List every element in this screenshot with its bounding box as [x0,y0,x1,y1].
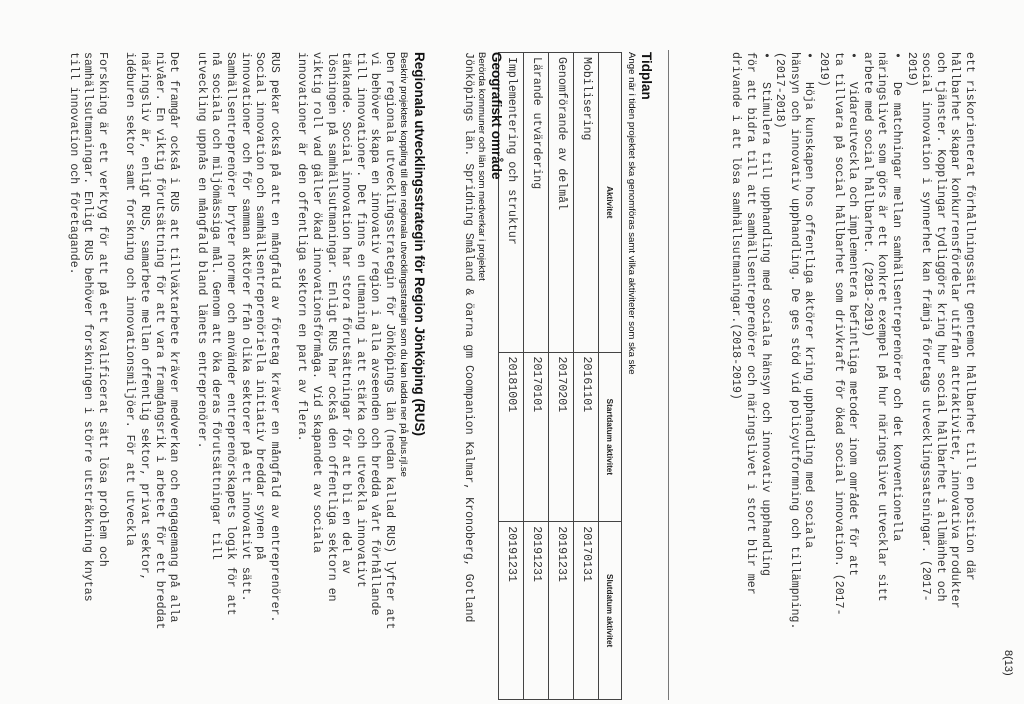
rus-heading: Regionala utvecklingsstrategin för Region Jönköping (RUS) [412,52,427,437]
paragraph-line: nivåer. En viktig förutsättning för att vara framgångsrik i arbetet för ett breddat [152,52,166,630]
goal-bullet [772,52,816,692]
paragraph-line: lösningen på samhällsutmaningar. Enligt RUS har också den offentliga sektorn en [324,52,338,602]
bullet-icon: • [846,52,860,59]
intro-line: och tjänster. Kopplingar tydliggörs kring hur social hållbarhet i allmänhet och [933,52,947,602]
paragraph-line: Det framgår också i RUS att tillväxtarbete kräver medverkan och engagemang på alla [167,52,181,623]
bullet-line: Höja kunskapen hos offentliga aktörer kring upphandling med sociala [802,82,816,549]
paragraph-line: Den regionala utvecklingsstrategin för Jönköpings län (nedan kallad RUS) lyfter att [383,52,396,630]
paragraph-line: nå sociala och miljömässiga mål. Genom att öka deras förutsättningar till [209,52,223,560]
activity-cell: Lärande utvärdering [524,53,549,353]
paragraph-line: innovationer är den offentliga sektorn en part av flera. [295,52,309,442]
rus-paragraph [122,52,180,692]
paragraph-line: Forskning är ett verktyg för att på ett kvalificerat sätt lösa problem och [95,52,109,567]
goal-bullet [859,52,903,692]
table-row [574,53,599,700]
paragraph-line: RUS pekar också på att en mångfald av företag kräver en mångfald av entreprenörer. [267,52,281,623]
end-date-cell: 20191231 [524,522,549,700]
goal-bullet [728,52,772,692]
goal-bullet-list [728,52,903,692]
tidplan-heading: Tidplan [639,52,654,100]
table-row [524,53,549,700]
intro-line: 2019) [904,52,918,87]
paragraph-line: till innovationer. Det finns en utmaning i att stärka och utveckla innovativt [353,52,367,588]
intro-line: ett riskorienterat förhållningssätt gentemot hållbarhet till en position där [963,52,976,581]
end-date-cell: 20191231 [549,522,574,700]
rus-subheading: Beskriv projektets koppling till den regionala utvecklingsstrategin som du kan ladda ner på plus.rjl.se [398,52,409,478]
bullet-line: näringslivet som görs är ett konkret exempel på hur näringslivet utvecklar sitt [875,52,889,602]
start-date-cell: 20161101 [574,352,599,522]
rus-paragraph [65,52,109,692]
bullet-line: Vidareutveckla och implementera befintliga metoder inom området för att [846,82,860,576]
intro-line: social innovation i synnerhet kan främja företags utvecklingssatsningar. (2017- [919,52,933,602]
paragraph-line: idéburen sektor samt forskning och innovationsmiljöer. För att utveckla [123,52,137,546]
bullet-line: arbete med social hållbarhet. (2018-2019) [860,52,874,338]
table-row [549,53,574,700]
paragraph-line: tänkande. Social innovation har stora förutsättningar för att bli en del av [339,52,353,574]
column-header-startdatum: Startdatum aktivitet [599,352,622,522]
geografiskt-text: Jönköpings län. Spridning Småland & öarna gm Coompanion Kalmar, Kronoberg, Gotland [462,52,475,623]
end-date-cell: 20191231 [499,522,524,700]
tidplan-table [498,52,622,700]
paragraph-line: näringsliv är, enligt RUS, samarbete mellan offentlig sektor, privat sektor, [138,52,152,581]
paragraph-line: Social innovation och samhällsentreprenöriella initiativ breddar synen på [253,52,267,560]
end-date-cell: 20170131 [574,522,599,700]
table-header-row [599,53,622,700]
paragraph-line: viktig roll vad gäller ökad innovationsförmåga. Vid skapandet av sociala [310,52,324,553]
activity-cell: Genomförande av delmål [549,53,574,353]
bullet-line: (2017-2018) [773,52,787,129]
bullet-icon: • [802,52,816,59]
geografiskt-subheading: Berörda kommuner och län som medverkar i projektet [476,52,487,281]
intro-line: hållbarhet skapar konkurrensfördelar utifrån attraktivitet, innovativa produkter [948,52,962,609]
page-number: 8(13) [1002,650,1014,676]
intro-section [728,52,976,692]
paragraph-line: till innovation och företagande. [66,52,80,275]
tidplan-subheading: Ange när i tiden projektet ska genomföras samt vilka aktiviteter som ska ske [626,52,637,375]
paragraph-line: Samhällsentreprenörer bryter normer och använder entreprenörskapets logik för att [224,52,238,616]
column-header-slutdatum: Slutdatum aktivitet [599,522,622,700]
column-header-aktivitet: Aktivitet [599,53,622,353]
bullet-icon: • [890,52,904,59]
rus-paragraph [193,52,281,692]
start-date-cell: 20170201 [549,352,574,522]
bullet-line: De matchningar mellan samhällsentreprenörer och det konventionella [890,82,904,542]
bullet-line: för att bidra till att samhällsentreprenörer och näringslivet i stort blir mer [744,52,758,595]
bullet-line: ta tillvara på social hållbarhet som drivkraft för ökad social innovation. (2017- [831,52,845,616]
bullet-line: hänsyn och innovativ upphandling. De ges stöd vid policyutformning och tillämpning. [787,52,801,630]
section-divider [668,50,669,700]
start-date-cell: 20181001 [499,352,524,522]
paragraph-line: innovationer och för samman aktörer från olika sektorer på ett innovativt sätt. [238,52,252,602]
bullet-line: 2019) [817,52,831,87]
activity-cell: Implementering och struktur [499,53,524,353]
start-date-cell: 20170101 [524,352,549,522]
bullet-icon: • [758,52,772,59]
rus-body [52,52,396,692]
bullet-line: Stimulera till upphandling med sociala hänsyn och innovativ upphandling [758,82,772,576]
paragraph-line: utveckling uppnås en mångfald bland länets entreprenörer. [194,52,208,449]
paragraph-line: samhällsutmaningar. Enligt RUS behöver forskningen i större utsträckning knytas [81,52,95,602]
geografiskt-heading: Geografiskt område [489,52,504,180]
rus-paragraph [294,52,396,692]
activity-cell: Mobilisering [574,53,599,353]
goal-bullet [815,52,859,692]
bullet-line: drivande i att lösa samhällsutmaningar.(2018-2019) [729,52,743,400]
paragraph-line: vi behöver skapa en innovativ region i alla avseenden och bredda vårt förhållande [368,52,382,616]
